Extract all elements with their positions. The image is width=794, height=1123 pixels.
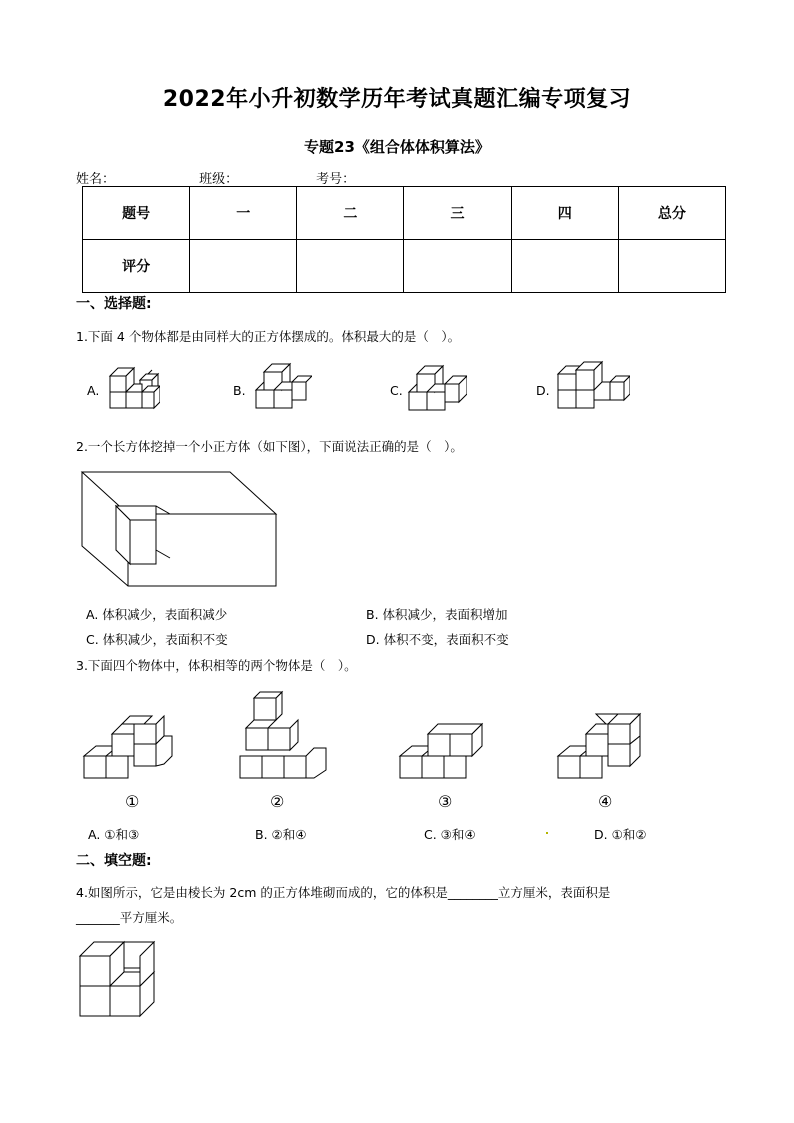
question-1-text: 1.下面 4 个物体都是由同样大的正方体摆成的。体积最大的是（ ）。 [76, 329, 461, 344]
cube-stack-2 [240, 692, 326, 778]
question-4-line-2: _______平方厘米。 [76, 910, 183, 925]
class-label: 班级： [199, 172, 239, 187]
cube-stack-a [110, 368, 160, 408]
q1-figure-a [98, 366, 160, 412]
q1-figure-c [405, 360, 467, 414]
score-cell[interactable] [618, 240, 725, 293]
page-subtitle: 专题23《组合体体积算法》 [304, 138, 490, 156]
score-header-cell: 题号 [83, 187, 190, 240]
q1-figure-b [252, 360, 312, 412]
q1-label-a: A. [87, 383, 100, 398]
q1-label-d: D. [536, 383, 550, 398]
exam-number-blank[interactable] [355, 172, 435, 187]
q3-figure-1 [82, 710, 174, 782]
q2-figure-cuboid [80, 470, 280, 588]
score-table-header-row [83, 187, 726, 240]
student-info-line [76, 168, 435, 187]
cube-stack-b [256, 364, 312, 408]
q3-figure-2 [238, 690, 330, 782]
q3-figure-3 [398, 710, 490, 782]
name-blank[interactable] [115, 172, 195, 187]
cube-stack-c [409, 366, 467, 410]
score-header-cell: 总分 [618, 187, 725, 240]
q2-option-b[interactable]: B. 体积减少，表面积增加 [366, 607, 508, 622]
q3-figure-3-label: ③ [438, 792, 453, 811]
cube-stack-3 [400, 724, 482, 778]
exam-number-label: 考号： [316, 172, 356, 187]
score-table [82, 186, 726, 293]
score-cell[interactable] [297, 240, 404, 293]
q3-figure-2-label: ② [270, 792, 285, 811]
score-row-label: 评分 [83, 240, 190, 293]
q4-figure [78, 940, 170, 1020]
name-label: 姓名： [76, 172, 116, 187]
cuboid-with-cube-removed [82, 472, 276, 586]
question-3-text: 3.下面四个物体中，体积相等的两个物体是（ ）。 [76, 658, 357, 673]
question-4-line-1: 4.如图所示，它是由棱长为 2cm 的正方体堆砌而成的，它的体积是________立方厘米，表面积是 [76, 885, 611, 900]
q3-option-a[interactable]: A. ①和③ [88, 827, 140, 842]
score-table-score-row [83, 240, 726, 293]
score-header-cell: 三 [404, 187, 511, 240]
cube-stack-1 [84, 716, 172, 778]
section-choice-heading: 一、选择题: [76, 296, 152, 312]
q3-figure-1-label: ① [125, 792, 140, 811]
cube-stack-4 [558, 714, 640, 778]
q3-figure-4 [556, 710, 648, 782]
q1-label-b: B. [233, 383, 246, 398]
stray-dot [546, 832, 548, 834]
q3-figure-4-label: ④ [598, 792, 613, 811]
score-cell[interactable] [511, 240, 618, 293]
section-fill-heading: 二、填空题: [76, 853, 152, 869]
q2-option-a[interactable]: A. 体积减少，表面积减少 [86, 607, 228, 622]
cube-stack-q4 [80, 942, 154, 1016]
class-blank[interactable] [238, 172, 316, 187]
score-header-cell: 一 [190, 187, 297, 240]
q3-option-c[interactable]: C. ③和④ [424, 827, 476, 842]
q3-option-d[interactable]: D. ①和② [594, 827, 647, 842]
score-header-cell: 二 [297, 187, 404, 240]
score-cell[interactable] [404, 240, 511, 293]
q3-option-b[interactable]: B. ②和④ [255, 827, 307, 842]
q1-label-c: C. [390, 383, 403, 398]
score-header-cell: 四 [511, 187, 618, 240]
q2-option-c[interactable]: C. 体积减少，表面积不变 [86, 632, 228, 647]
q2-option-d[interactable]: D. 体积不变，表面积不变 [366, 632, 509, 647]
q1-figure-d [552, 360, 630, 412]
page-title: 2022年小升初数学历年考试真题汇编专项复习 [162, 87, 632, 112]
cube-stack-d [558, 362, 630, 408]
score-cell[interactable] [190, 240, 297, 293]
question-2-text: 2.一个长方体挖掉一个小正方体（如下图），下面说法正确的是（ ）。 [76, 439, 463, 454]
